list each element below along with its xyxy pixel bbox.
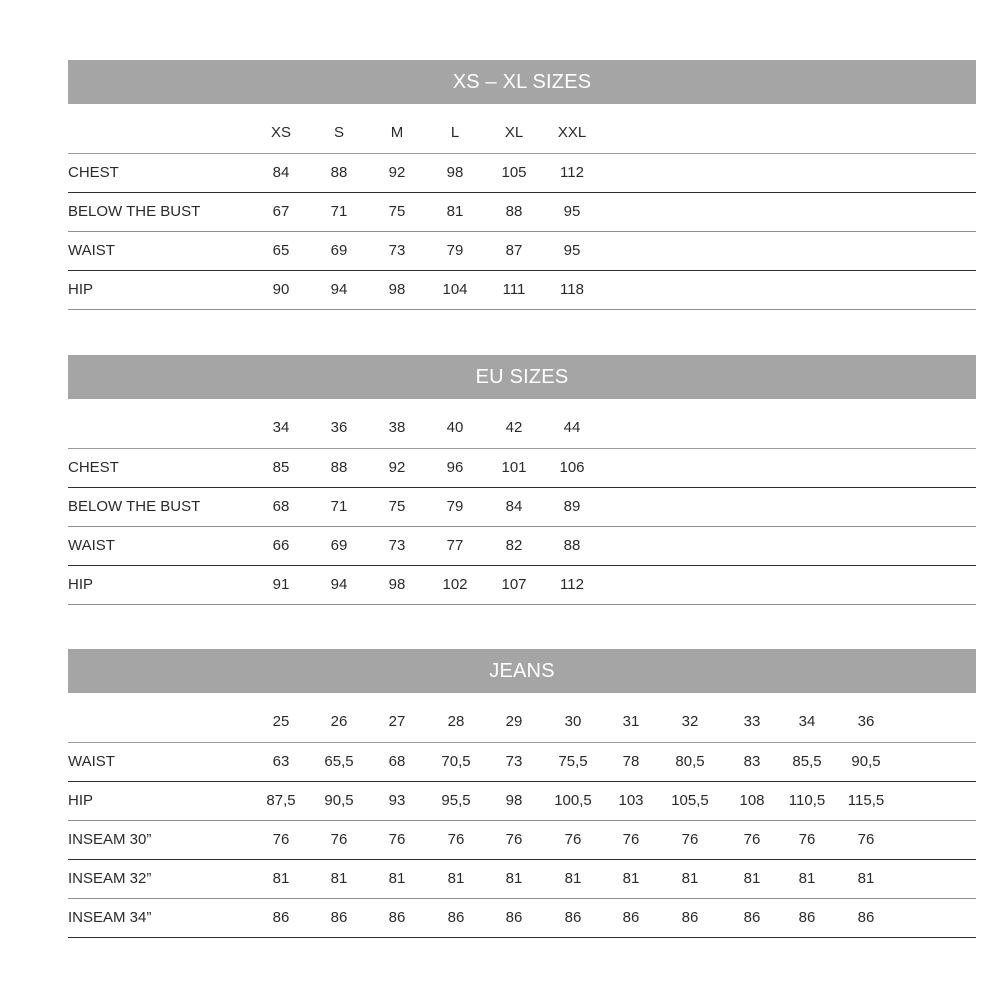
row-label: INSEAM 30” [68, 831, 152, 848]
table-cell: 104 [442, 281, 468, 298]
row-label: HIP [68, 281, 94, 298]
table-cell: 71 [330, 203, 348, 220]
column-header: 30 [564, 713, 582, 730]
table-cell: 76 [564, 831, 582, 848]
table-cell: 81 [798, 870, 816, 887]
table-title: EU SIZES [68, 355, 976, 399]
table-cell: 91 [272, 576, 290, 593]
row-label: WAIST [68, 753, 115, 770]
table-cell: 101 [501, 459, 527, 476]
table-cell: 88 [563, 537, 581, 554]
column-header: M [390, 124, 404, 141]
table-row [68, 743, 976, 782]
table-row [68, 527, 976, 566]
table-cell: 90 [272, 281, 290, 298]
table-cell: 82 [505, 537, 523, 554]
table-cell: 98 [388, 576, 406, 593]
table-cell: 65,5 [324, 753, 354, 770]
table-cell: 81 [330, 870, 348, 887]
header-row [68, 104, 976, 154]
table-title: JEANS [68, 649, 976, 693]
column-header: 33 [743, 713, 761, 730]
table-cell: 81 [388, 870, 406, 887]
table-cell: 69 [330, 537, 348, 554]
table-cell: 98 [446, 164, 464, 181]
table-cell: 95 [563, 203, 581, 220]
table-cell: 76 [798, 831, 816, 848]
table-cell: 86 [564, 909, 582, 926]
table-cell: 92 [388, 164, 406, 181]
table-cell: 65 [272, 242, 290, 259]
column-header: L [450, 124, 460, 141]
table-cell: 90,5 [324, 792, 354, 809]
table-cell: 86 [388, 909, 406, 926]
column-header: 42 [505, 419, 523, 436]
table-cell: 81 [447, 870, 465, 887]
table-cell: 96 [446, 459, 464, 476]
table-cell: 73 [388, 537, 406, 554]
row-label: BELOW THE BUST [68, 203, 201, 220]
column-header: 29 [505, 713, 523, 730]
table-cell: 69 [330, 242, 348, 259]
column-header: 31 [622, 713, 640, 730]
table-cell: 81 [446, 203, 464, 220]
header-row [68, 399, 976, 449]
table-cell: 68 [272, 498, 290, 515]
table-cell: 98 [505, 792, 523, 809]
table-cell: 102 [442, 576, 468, 593]
row-label: HIP [68, 792, 94, 809]
table-cell: 79 [446, 498, 464, 515]
table-cell: 85,5 [792, 753, 822, 770]
table-cell: 84 [272, 164, 290, 181]
row-label: BELOW THE BUST [68, 498, 201, 515]
column-header: 32 [681, 713, 699, 730]
column-header: 27 [388, 713, 406, 730]
table-row [68, 488, 976, 527]
table-cell: 76 [447, 831, 465, 848]
table-eu-sizes [68, 355, 976, 605]
column-header: 26 [330, 713, 348, 730]
table-cell: 115,5 [847, 792, 885, 809]
column-header: XS [270, 124, 291, 141]
table-cell: 73 [505, 753, 523, 770]
table-cell: 87,5 [266, 792, 296, 809]
table-cell: 68 [388, 753, 406, 770]
table-cell: 90,5 [851, 753, 881, 770]
table-title: XS – XL SIZES [68, 60, 976, 104]
table-cell: 106 [559, 459, 585, 476]
table-jeans [68, 649, 976, 938]
table-cell: 93 [388, 792, 406, 809]
table-cell: 112 [560, 576, 584, 593]
table-row [68, 821, 976, 860]
table-cell: 86 [272, 909, 290, 926]
table-cell: 76 [272, 831, 290, 848]
table-row [68, 449, 976, 488]
table-cell: 81 [505, 870, 523, 887]
table-cell: 78 [622, 753, 640, 770]
table-cell: 81 [564, 870, 582, 887]
table-cell: 105 [501, 164, 527, 181]
row-label: WAIST [68, 242, 115, 259]
table-cell: 88 [505, 203, 523, 220]
table-cell: 111 [502, 281, 526, 298]
table-cell: 76 [622, 831, 640, 848]
table-cell: 86 [447, 909, 465, 926]
column-header: 40 [446, 419, 464, 436]
column-header: 34 [798, 713, 816, 730]
table-cell: 94 [330, 576, 348, 593]
table-cell: 95 [563, 242, 581, 259]
table-row [68, 899, 976, 938]
table-cell: 76 [388, 831, 406, 848]
table-cell: 80,5 [675, 753, 705, 770]
table-cell: 83 [743, 753, 761, 770]
table-cell: 70,5 [441, 753, 471, 770]
table-cell: 81 [857, 870, 875, 887]
table-cell: 86 [505, 909, 523, 926]
table-cell: 77 [446, 537, 464, 554]
table-cell: 85 [272, 459, 290, 476]
table-cell: 81 [681, 870, 699, 887]
column-header: XL [504, 124, 524, 141]
table-cell: 95,5 [441, 792, 471, 809]
table-cell: 76 [505, 831, 523, 848]
table-cell: 103 [618, 792, 644, 809]
row-label: CHEST [68, 459, 119, 476]
table-cell: 86 [743, 909, 761, 926]
table-cell: 81 [272, 870, 290, 887]
column-header: 36 [330, 419, 348, 436]
column-header: 25 [272, 713, 290, 730]
table-cell: 76 [857, 831, 875, 848]
table-cell: 86 [857, 909, 875, 926]
table-cell: 71 [330, 498, 348, 515]
table-cell: 84 [505, 498, 523, 515]
table-cell: 76 [330, 831, 348, 848]
table-cell: 87 [505, 242, 523, 259]
column-header: 36 [857, 713, 875, 730]
table-cell: 81 [622, 870, 640, 887]
table-row [68, 566, 976, 605]
table-cell: 75,5 [558, 753, 588, 770]
table-xs-xl-sizes [68, 60, 976, 310]
table-cell: 98 [388, 281, 406, 298]
column-header: S [333, 124, 344, 141]
table-cell: 112 [560, 164, 584, 181]
table-row [68, 782, 976, 821]
column-header: 38 [388, 419, 406, 436]
column-header: 44 [563, 419, 581, 436]
table-cell: 100,5 [554, 792, 592, 809]
row-label: CHEST [68, 164, 119, 181]
table-row [68, 154, 976, 193]
row-label: WAIST [68, 537, 115, 554]
row-label: HIP [68, 576, 94, 593]
table-cell: 86 [622, 909, 640, 926]
header-row [68, 693, 976, 743]
table-cell: 67 [272, 203, 290, 220]
table-cell: 110,5 [788, 792, 826, 809]
table-cell: 88 [330, 459, 348, 476]
table-cell: 79 [446, 242, 464, 259]
table-cell: 75 [388, 203, 406, 220]
table-cell: 108 [739, 792, 765, 809]
table-row [68, 232, 976, 271]
table-row [68, 193, 976, 232]
column-header: XXL [557, 124, 587, 141]
table-cell: 105,5 [671, 792, 709, 809]
table-cell: 75 [388, 498, 406, 515]
table-cell: 81 [743, 870, 761, 887]
table-cell: 94 [330, 281, 348, 298]
column-header: 28 [447, 713, 465, 730]
table-cell: 86 [681, 909, 699, 926]
table-cell: 76 [743, 831, 761, 848]
table-cell: 76 [681, 831, 699, 848]
table-cell: 86 [798, 909, 816, 926]
table-cell: 73 [388, 242, 406, 259]
row-label: INSEAM 34” [68, 909, 152, 926]
table-cell: 86 [330, 909, 348, 926]
table-cell: 66 [272, 537, 290, 554]
table-cell: 107 [501, 576, 527, 593]
table-cell: 88 [330, 164, 348, 181]
table-cell: 92 [388, 459, 406, 476]
table-row [68, 860, 976, 899]
row-label: INSEAM 32” [68, 870, 152, 887]
table-cell: 63 [272, 753, 290, 770]
table-row [68, 271, 976, 310]
column-header: 34 [272, 419, 290, 436]
table-cell: 118 [560, 281, 584, 298]
table-cell: 89 [563, 498, 581, 515]
